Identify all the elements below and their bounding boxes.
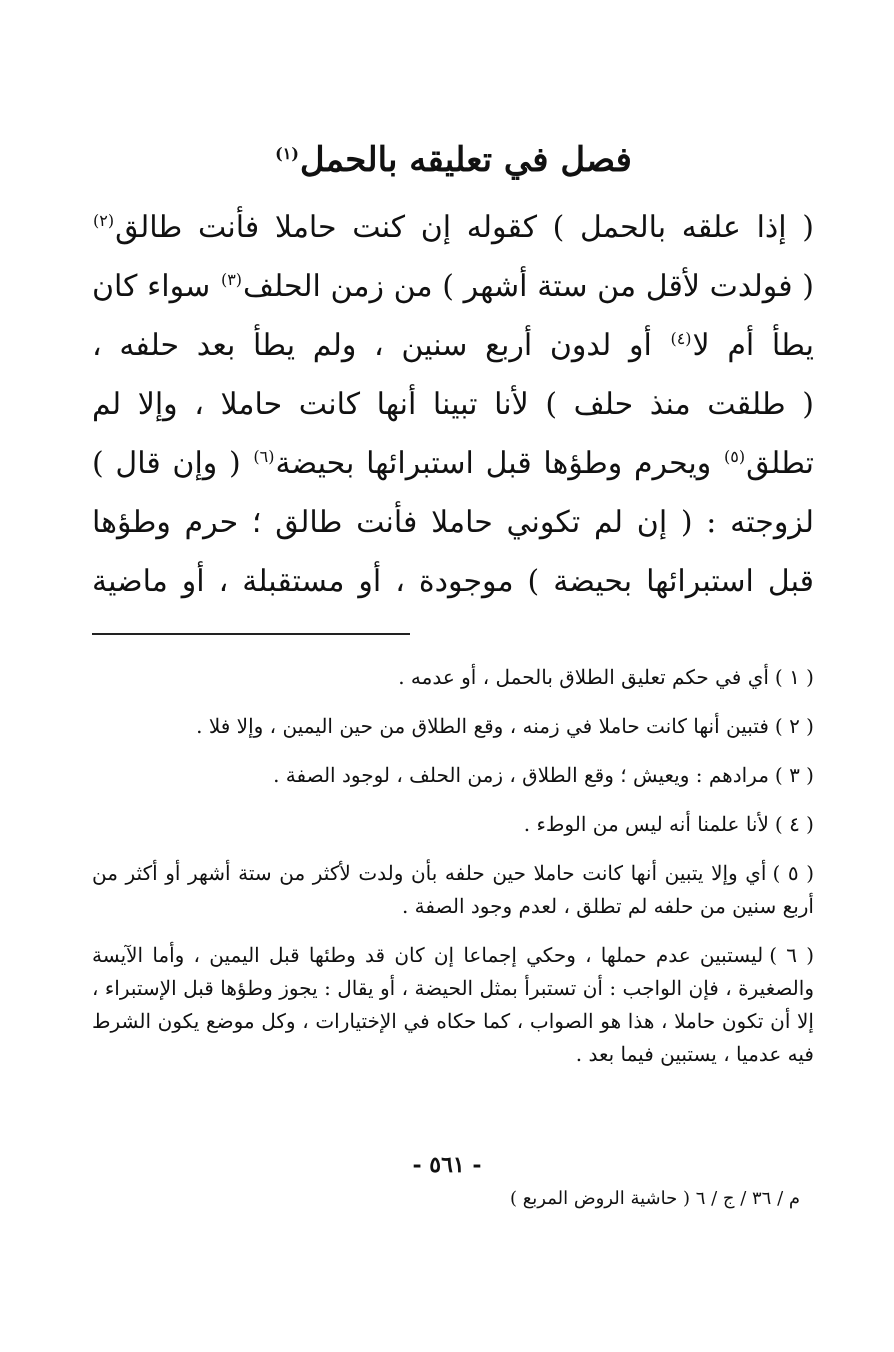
footnote-3: ( ٣ )مرادهم : ويعيش ؛ وقع الطلاق ، زمن الحلف ، لوجود الصفة . [273,763,814,787]
footnote-ref-6: (٦) [253,447,275,466]
footnote-ref-3: (٣) [220,270,243,289]
text-line-3: يطأ أم لا$^{(٤)}$ أو لدون أربع سنين ، ولم يطأ بعد حلفه ، [92,328,814,363]
text-line-2: ( فولدت لأقل من ستة أشهر ) من زمن الحلف$^{(٣)}$ سواء كان [92,269,815,304]
text-line-4: ( طلقت منذ حلف ) لأنا تبينا أنها كانت حاملا ، وإلا لم [92,387,814,422]
footnote-5: ( ٥ )أي وإلا يتبين أنها كانت حاملا حين حلفه بأن ولدت لأكثر من ستة أشهر أو أكثر من أربع سنين من حلفه لم تطلق ، لعدم وجود الصفة . [92,861,815,918]
footnote-ref-4: (٤) [670,329,692,348]
section-title-text: فصل في تعليقه بالحمل [299,140,632,180]
document-page [92,130,814,1087]
section-title [92,130,814,190]
text-line-7: قبل استبرائها بحيضة ) موجودة ، أو مستقبلة ، أو ماضية [92,564,814,599]
main-text [92,198,814,611]
text-line-5: تطلق$^{(٥)}$ ويحرم وطؤها قبل استبرائها بحيضة$^{(٦)}$ ( وإن قال ) [92,446,814,481]
printer-signature: م / ٣٦ / ج / ٦ ( حاشية الروض المربع ) [509,1188,800,1209]
footnote-4: ( ٤ )لأنا علمنا أنه ليس من الوطء . [523,812,814,836]
title-footnote-ref: (١) [275,143,299,163]
footnote-6: ( ٦ )ليستبين عدم حملها ، وحكي إجماعا إن كان قد وطئها قبل اليمين ، وأما الآيسة والصغيرة ، فإن الواجب : أن تستبرأ بمثل الحيضة ، أو يقال : يجوز وطؤها قبل الإستبراء ، إلا أن تكون حاملا ، هذا هو الصواب ، كما حكاه في الإختيارات ، وكل موضع يكون الشرط فيه عدميا ، يستبين فيما بعد . [92,943,814,1066]
footnote-separator [92,633,410,635]
page-number: - ٥٦١ - [412,1152,482,1178]
footnote-ref-5: (٥) [723,447,746,466]
footnote-separator-wrap [92,611,814,661]
footnote-1: ( ١ )أي في حكم تعليق الطلاق بالحمل ، أو عدمه . [398,665,814,689]
text-line-6: لزوجته : ( إن لم تكوني حاملا فأنت طالق ؛ حرم وطؤها [92,505,814,540]
footnotes-list [92,661,814,1071]
footnote-ref-2: (٢) [93,211,115,230]
text-line-1: ( إذا علقه بالحمل ) كقوله إن كنت حاملا فأنت طالق$^{(٢)}$ [93,210,814,245]
footnote-2: ( ٢ )فتبين أنها كانت حاملا في زمنه ، وقع الطلاق من حين اليمين ، وإلا فلا . [196,714,814,738]
